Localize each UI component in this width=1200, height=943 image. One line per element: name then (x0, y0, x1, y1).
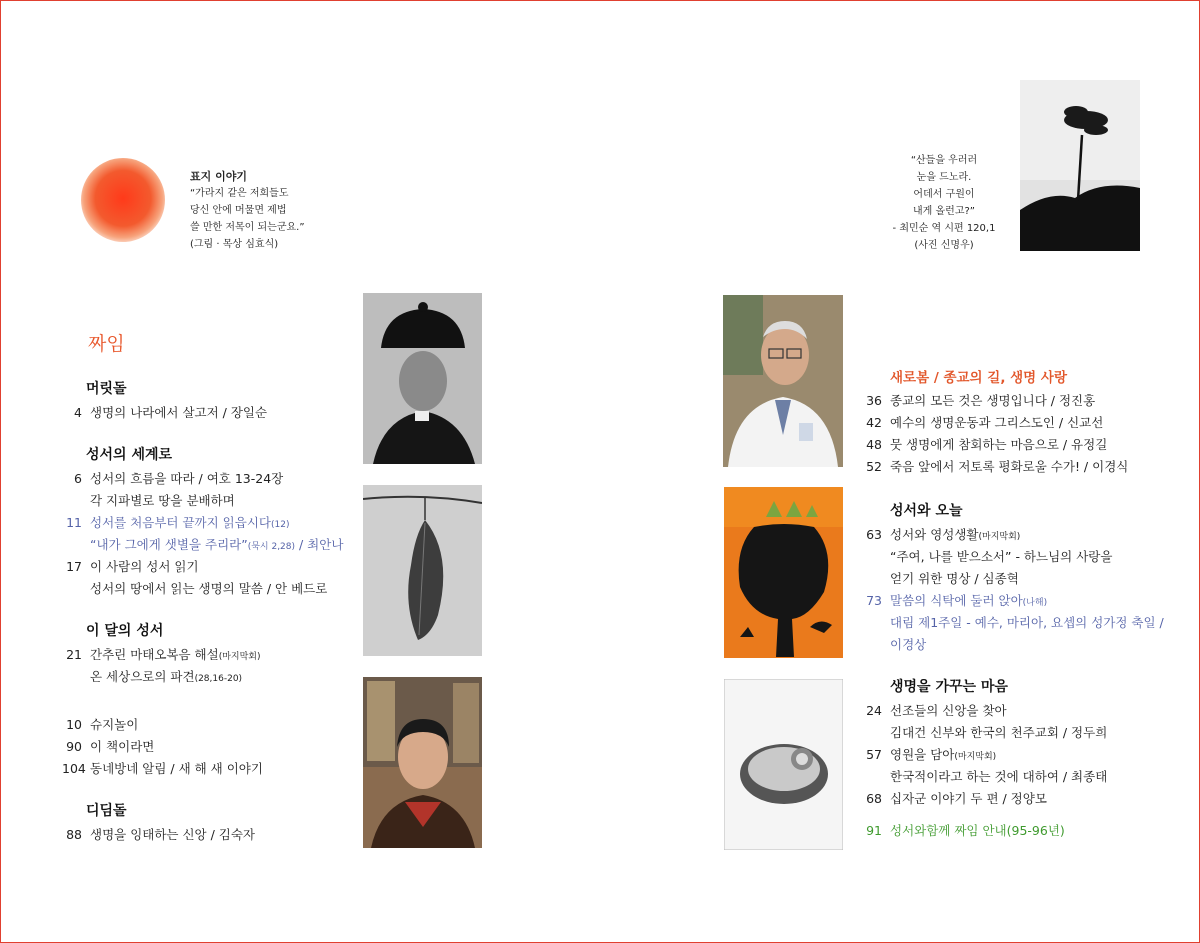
psalm-credit: (사진 신명우) (914, 240, 974, 251)
entry-title: 종교의 모든 것은 생명입니다 / 정진홍 (890, 393, 1096, 408)
entry-title: “내가 그에게 샛별을 주리라” (90, 537, 248, 552)
toc-entry[interactable] (62, 758, 362, 780)
toc-entry[interactable] (62, 512, 362, 534)
page-number: 24 (866, 703, 882, 718)
page-number: 10 (66, 717, 82, 732)
entry-title: 간추린 마태오복음 해설 (90, 647, 219, 662)
man-smiling-photo (363, 677, 482, 848)
toc-entry[interactable] (866, 546, 1186, 568)
entry-author: / 최안나 (295, 537, 344, 552)
page-number: 42 (866, 415, 882, 430)
entry-title: 뭇 생명에게 참회하는 마음으로 / 유정길 (890, 437, 1108, 452)
toc-entry[interactable] (62, 824, 362, 846)
entry-title: 성서의 흐름을 따라 / 여호 13-24장 (90, 471, 284, 486)
section-heading: 생명을 가꾸는 마음 (890, 679, 1008, 695)
toc-entry[interactable] (866, 820, 1186, 842)
page-number: 4 (74, 405, 82, 420)
toc-entry[interactable] (62, 714, 362, 736)
toc-entry[interactable] (866, 590, 1186, 612)
entry-title: 성서의 땅에서 읽는 생명의 말씀 / 안 베드로 (90, 581, 328, 596)
entry-title: 선조들의 신앙을 찾아 (890, 703, 1007, 718)
toc-entry[interactable] (866, 524, 1186, 546)
page-number: 6 (74, 471, 82, 486)
psalm-line: 내게 올런고?” (913, 206, 975, 217)
entry-title: 예수의 생명운동과 그리스도인 / 신교선 (890, 415, 1104, 430)
page-number: 57 (866, 747, 882, 762)
toc-entry[interactable] (62, 556, 362, 578)
section-heading: 이 달의 성서 (86, 623, 164, 639)
entry-title: 말씀의 식탁에 둘러 앉아 (890, 593, 1023, 608)
entry-title: 생명의 나라에서 살고저 / 장일순 (90, 405, 268, 420)
psalm-quote (880, 152, 1008, 254)
entry-title: 죽음 앞에서 저토록 평화로울 수가! / 이경식 (890, 459, 1129, 474)
toc-entry[interactable] (62, 490, 362, 512)
entry-title: 얻기 위한 명상 / 심종혁 (890, 571, 1019, 586)
entry-title: 이 사람의 성서 읽기 (90, 559, 199, 574)
toc-entry[interactable] (62, 736, 362, 758)
page-number: 63 (866, 527, 882, 542)
toc-entry[interactable] (62, 468, 362, 490)
page-number: 104 (62, 761, 86, 776)
psalm-line: 어데서 구원이 (913, 189, 975, 200)
entry-title: 이 책이라면 (90, 739, 155, 754)
toc-entry[interactable] (866, 412, 1186, 434)
toc-entry[interactable] (866, 634, 1186, 656)
toc-entry[interactable] (866, 788, 1186, 810)
entry-title: 대림 제1주일 - 예수, 마리아, 요셉의 성가정 축일 / (890, 615, 1164, 630)
right-toc-column (866, 366, 1186, 842)
doctor-portrait-photo (723, 295, 843, 467)
toc-entry[interactable] (62, 578, 362, 600)
page-number: 91 (866, 823, 882, 838)
page-number: 73 (866, 593, 882, 608)
toc-entry[interactable] (866, 722, 1186, 744)
entry-note: (나해) (1022, 598, 1048, 608)
toc-entry[interactable] (866, 568, 1186, 590)
cover-story-title: 표지 이야기 (190, 170, 247, 183)
entry-title: 김대건 신부와 한국의 천주교회 / 정두희 (890, 725, 1108, 740)
toc-entry[interactable] (62, 402, 362, 424)
psalm-line: 눈을 드노라. (916, 172, 972, 183)
entry-title: 이경상 (890, 637, 927, 652)
quote-line: “가라지 같은 저희들도 (190, 188, 289, 199)
entry-title: 각 지파별로 땅을 분배하며 (90, 493, 235, 508)
entry-note: (12) (270, 520, 290, 530)
page-number: 21 (66, 647, 82, 662)
toc-entry[interactable] (866, 456, 1186, 478)
priest-portrait-photo (363, 293, 482, 464)
cover-credit: (그림 · 목상 심효식) (190, 239, 279, 250)
quote-line: 당신 안에 머물면 제법 (190, 205, 287, 216)
entry-note: (마지막회) (978, 532, 1021, 542)
section-heading: 성서의 세계로 (86, 447, 173, 463)
entry-title: 십자군 이야기 두 편 / 정양모 (890, 791, 1047, 806)
entry-title: 한국적이라고 하는 것에 대하여 / 최종태 (890, 769, 1108, 784)
leaf-artwork (363, 485, 482, 656)
entry-note: (28,16-20) (194, 674, 243, 684)
cover-story-quote (190, 185, 305, 253)
toc-entry[interactable] (62, 534, 362, 556)
entry-title: 온 세상으로의 파견 (90, 669, 195, 684)
entry-note: (마지막회) (954, 752, 997, 762)
entry-title: 성서를 처음부터 끝까지 읽읍시다 (90, 515, 271, 530)
section-heading: 머릿돌 (86, 381, 127, 397)
page-number: 11 (66, 515, 82, 530)
page-number: 90 (66, 739, 82, 754)
cover-story (190, 168, 305, 253)
entry-title: 생명을 잉태하는 신앙 / 김숙자 (90, 827, 256, 842)
quote-line: 쓸 만한 저목이 되는군요.” (190, 222, 305, 233)
psalm-line: - 최민순 역 시편 120,1 (892, 223, 996, 234)
toc-entry[interactable] (62, 644, 362, 666)
psalm-line: “산들을 우러러 (910, 155, 978, 166)
page-number: 36 (866, 393, 882, 408)
page-number: 52 (866, 459, 882, 474)
section-heading: 새로봄 / 종교의 길, 생명 사랑 (890, 370, 1068, 386)
toc-entry[interactable] (62, 666, 362, 688)
entry-title: 성서와 영성생활 (890, 527, 979, 542)
red-sun-illustration (78, 156, 168, 246)
entry-title: “주여, 나를 받으소서” - 하느님의 사랑을 (890, 549, 1113, 564)
entry-note: (마지막회) (218, 652, 261, 662)
section-heading: 디딤돌 (86, 803, 127, 819)
tree-painting (724, 487, 843, 658)
section-heading: 성서와 오늘 (890, 503, 963, 519)
toc-entry[interactable] (866, 612, 1186, 634)
entry-note: (묵시 2,28) (247, 542, 296, 552)
toc-entry[interactable] (866, 434, 1186, 456)
lone-tree-photo (1020, 80, 1140, 251)
toc-entry[interactable] (866, 390, 1186, 412)
toc-entry[interactable] (866, 744, 1186, 766)
entry-title: 성서와함께 짜임 안내(95-96년) (890, 823, 1065, 838)
page-number: 88 (66, 827, 82, 842)
entry-title: 슈지놀이 (90, 717, 139, 732)
clay-pot-artwork (724, 679, 843, 850)
page-number: 17 (66, 559, 82, 574)
left-toc-column (62, 378, 362, 846)
entry-title: 동네방네 알림 / 새 해 새 이야기 (90, 761, 263, 776)
page-number: 48 (866, 437, 882, 452)
toc-entry[interactable] (866, 766, 1186, 788)
page-number: 68 (866, 791, 882, 806)
toc-entry[interactable] (866, 700, 1186, 722)
entry-title: 영원을 담아 (890, 747, 955, 762)
toc-title: 짜임 (88, 333, 125, 355)
